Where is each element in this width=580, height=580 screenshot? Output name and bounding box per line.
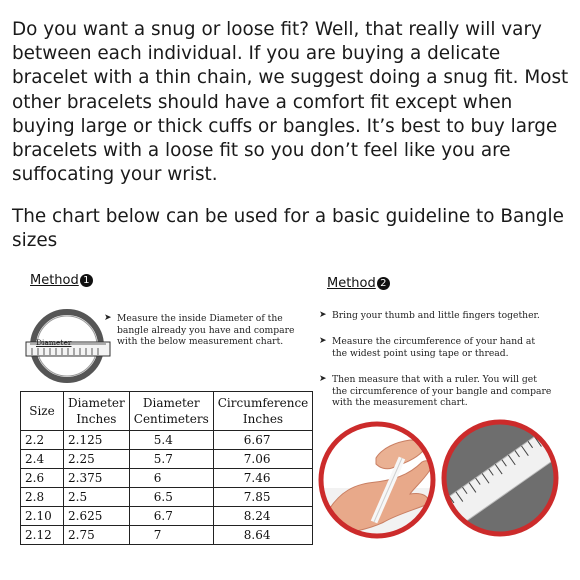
bullet-arrow-icon: ➤	[319, 310, 327, 320]
cell-diameter-inches: 2.125	[64, 431, 130, 450]
method-1-heading	[30, 273, 93, 288]
cell-circumference: 7.85	[213, 488, 313, 507]
header-size: Size	[21, 392, 64, 431]
intro-paragraph-2: The chart below can be used for a basic guideline to Bangle sizes	[12, 206, 564, 252]
cell-size: 2.10	[21, 507, 64, 526]
cell-size: 2.2	[21, 431, 64, 450]
ruler-photo	[440, 416, 560, 540]
cell-circumference: 7.46	[213, 469, 313, 488]
header-diameter-inches: Diameter Inches	[64, 392, 130, 431]
cell-size: 2.12	[21, 526, 64, 545]
cell-circumference: 8.64	[213, 526, 313, 545]
chart-header-row	[21, 392, 313, 431]
method-2-number: 2	[377, 277, 390, 290]
bangle-size-chart	[20, 391, 313, 545]
method-1-number: 1	[80, 274, 93, 287]
cell-diameter-inches: 2.75	[64, 526, 130, 545]
cell-diameter-cm: 6	[129, 469, 213, 488]
table-row	[21, 450, 313, 469]
table-row	[21, 431, 313, 450]
cell-circumference: 8.24	[213, 507, 313, 526]
cell-circumference: 7.06	[213, 450, 313, 469]
bangle-ruler-illustration	[22, 308, 114, 390]
method-1-label: Method	[30, 273, 79, 288]
method-1-instruction	[104, 313, 297, 348]
method-2-step-3-text: Then measure that with a ruler. You will get the circumference of your bangle and compare with the measurement chart.	[332, 374, 552, 408]
table-row	[21, 488, 313, 507]
hand-measuring-photo	[318, 418, 436, 542]
table-row	[21, 507, 313, 526]
cell-diameter-inches: 2.25	[64, 450, 130, 469]
header-diameter-centimeters: Diameter Centimeters	[129, 392, 213, 431]
method-2-label: Method	[327, 276, 376, 291]
method-2-step-2-text: Measure the circumference of your hand at the widest point using tape or thread.	[332, 336, 536, 359]
method-2-step-1-text: Bring your thumb and little fingers together.	[332, 310, 540, 321]
method-1-instruction-text: Measure the inside Diameter of the bangle already you have and compare with the below measurement chart.	[117, 313, 295, 347]
ruler-diameter-label: Diameter	[36, 338, 72, 347]
cell-diameter-inches: 2.5	[64, 488, 130, 507]
method-2-step-2	[319, 336, 552, 359]
cell-size: 2.8	[21, 488, 64, 507]
cell-size: 2.6	[21, 469, 64, 488]
cell-diameter-cm: 6.5	[129, 488, 213, 507]
cell-diameter-inches: 2.375	[64, 469, 130, 488]
cell-diameter-cm: 5.4	[129, 431, 213, 450]
cell-size: 2.4	[21, 450, 64, 469]
intro-paragraph-1: Do you want a snug or loose fit? Well, that really will vary between each individual. If you are buying a delicate bracelet with a thin chain, we suggest doing a snug fit. Most other bracelets should have a comfort fit except when buying large or thick cuffs or bangles. It’s best to buy large bracelets with a loose fit so you don’t feel like you are suffocating your wrist.	[12, 19, 569, 186]
method-2-heading	[327, 276, 390, 291]
table-row	[21, 526, 313, 545]
cell-circumference: 6.67	[213, 431, 313, 450]
cell-diameter-inches: 2.625	[64, 507, 130, 526]
bullet-arrow-icon: ➤	[104, 313, 112, 323]
cell-diameter-cm: 6.7	[129, 507, 213, 526]
bullet-arrow-icon: ➤	[319, 374, 327, 384]
table-row	[21, 469, 313, 488]
cell-diameter-cm: 5.7	[129, 450, 213, 469]
bullet-arrow-icon: ➤	[319, 336, 327, 346]
cell-diameter-cm: 7	[129, 526, 213, 545]
header-circumference-inches: Circumference Inches	[213, 392, 313, 431]
method-2-step-3	[319, 374, 552, 409]
method-2-step-1	[319, 310, 562, 322]
